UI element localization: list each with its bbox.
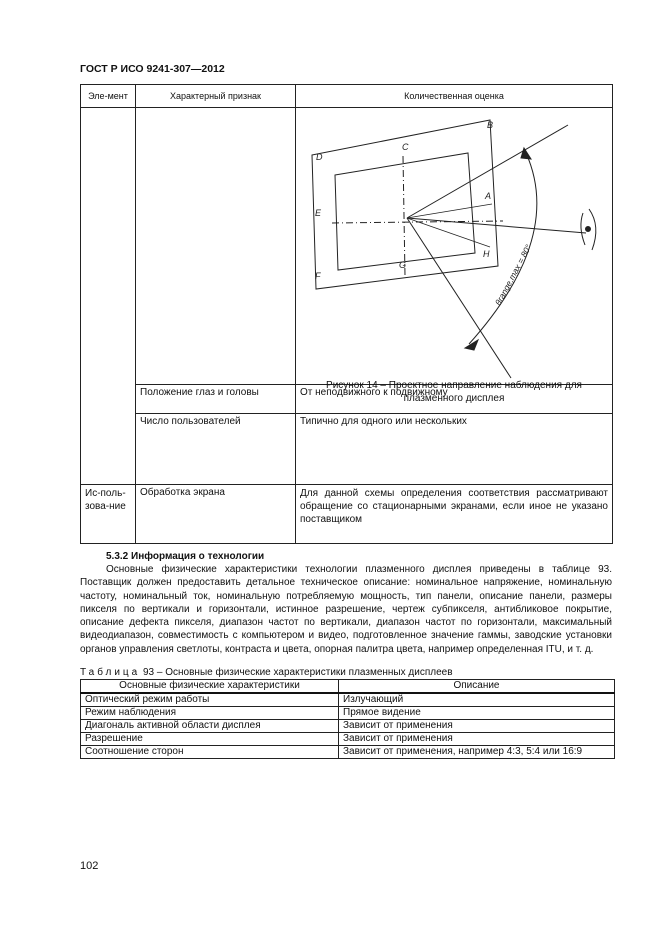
eye-ray-h [407, 218, 490, 247]
element-cell-empty [81, 108, 136, 485]
table-cell: Зависит от применения [339, 733, 615, 746]
document-header: ГОСТ Р ИСО 9241-307—2012 [80, 63, 225, 75]
viewing-direction-figure [296, 108, 612, 384]
angle-label: θrange,max = 80° [492, 242, 534, 307]
row-users [81, 414, 613, 485]
feature-eye-position: Положение глаз и головы [136, 385, 296, 414]
value-eye-position: От неподвижного к подвижному [296, 385, 613, 414]
table93-header-description: Описание [339, 680, 615, 694]
value-users: Типично для одного или нескольких [296, 414, 613, 485]
table93-caption [80, 667, 453, 678]
table-cell: Прямое видение [339, 707, 615, 720]
label-g: G [399, 260, 407, 270]
table-row [81, 733, 615, 746]
figure-feature-cell [136, 108, 296, 385]
table-cell: Разрешение [81, 733, 339, 746]
table-cell: Диагональ активной области дисплея [81, 720, 339, 733]
table-row [81, 707, 615, 720]
row-screen-handling [81, 485, 613, 544]
table93-header-row [81, 680, 615, 694]
table-cell: Оптический режим работы [81, 693, 339, 707]
table93 [80, 679, 615, 759]
table-cell: Зависит от применения, например 4:3, 5:4 или 16:9 [339, 746, 615, 759]
label-h: H [483, 249, 490, 259]
label-d: D [316, 152, 323, 162]
label-a: A [485, 191, 492, 201]
page-number: 102 [80, 860, 99, 872]
feature-screen-handling: Обработка экрана [136, 485, 296, 544]
table93-caption-prefix: Таблица [80, 667, 141, 678]
label-c: C [402, 142, 409, 152]
main-table [80, 84, 613, 544]
table-cell: Излучающий [339, 693, 615, 707]
table-row [81, 693, 615, 707]
col-header-value: Количественная оценка [296, 85, 613, 108]
value-screen-handling: Для данной схемы определения соответствия рассматривают обращение со стационарными экранами, если иное не указано поставщиком [296, 485, 613, 544]
eye-pupil [586, 227, 591, 232]
table93-caption-text: 93 – Основные физические характеристики плазменных дисплеев [143, 667, 453, 678]
col-header-element: Эле-мент [81, 85, 136, 108]
section-title: 5.3.2 Информация о технологии [106, 551, 265, 562]
table93-header-characteristic: Основные физические характеристики [81, 680, 339, 694]
section-paragraph: Основные физические характеристики технологии плазменного дисплея приведены в таблице 93. Поставщик должен предоставить детальное техническое описание: номинальное напряжение, номинальную частоту, номинальный ток, номинальную потребляемую мощность, тип панели, описание панели, размеры пикселя по вертикали и горизонтали, истинное разрешение, чертеж субпикселя, антибликовое покрытие, описание дефекта пикселя, диапазон частот по вертикали, диапазон частот по горизонтали, максимальный видеодиапазон, совместимость с компьютером и видео, подготовленное значение гаммы, заводские установки органов управления светлоты, контраста и цвета, опорная палитра цвета, например определенная ITU, и т. д. [80, 564, 612, 655]
table-cell: Режим наблюдения [81, 707, 339, 720]
col-header-feature: Характерный признак [136, 85, 296, 108]
label-e: E [315, 208, 322, 218]
label-b: B [487, 120, 494, 130]
figure-row [81, 108, 613, 385]
table-cell: Соотношение сторон [81, 746, 339, 759]
vertical-axis-line [403, 156, 405, 276]
main-table-header-row [81, 85, 613, 108]
table-cell: Зависит от применения [339, 720, 615, 733]
eye-curve-inner [581, 213, 585, 245]
label-f: F [315, 271, 321, 281]
upper-limit-line [407, 125, 568, 218]
inner-screen-frame [335, 153, 475, 270]
table-row [81, 746, 615, 759]
table-row [81, 720, 615, 733]
feature-users: Число пользователей [136, 414, 296, 485]
element-usage: Ис-поль-зова-ние [81, 485, 136, 544]
figure-caption: Рисунок 14 – Проектное направление наблюдения для плазменного дисплея [326, 380, 582, 404]
